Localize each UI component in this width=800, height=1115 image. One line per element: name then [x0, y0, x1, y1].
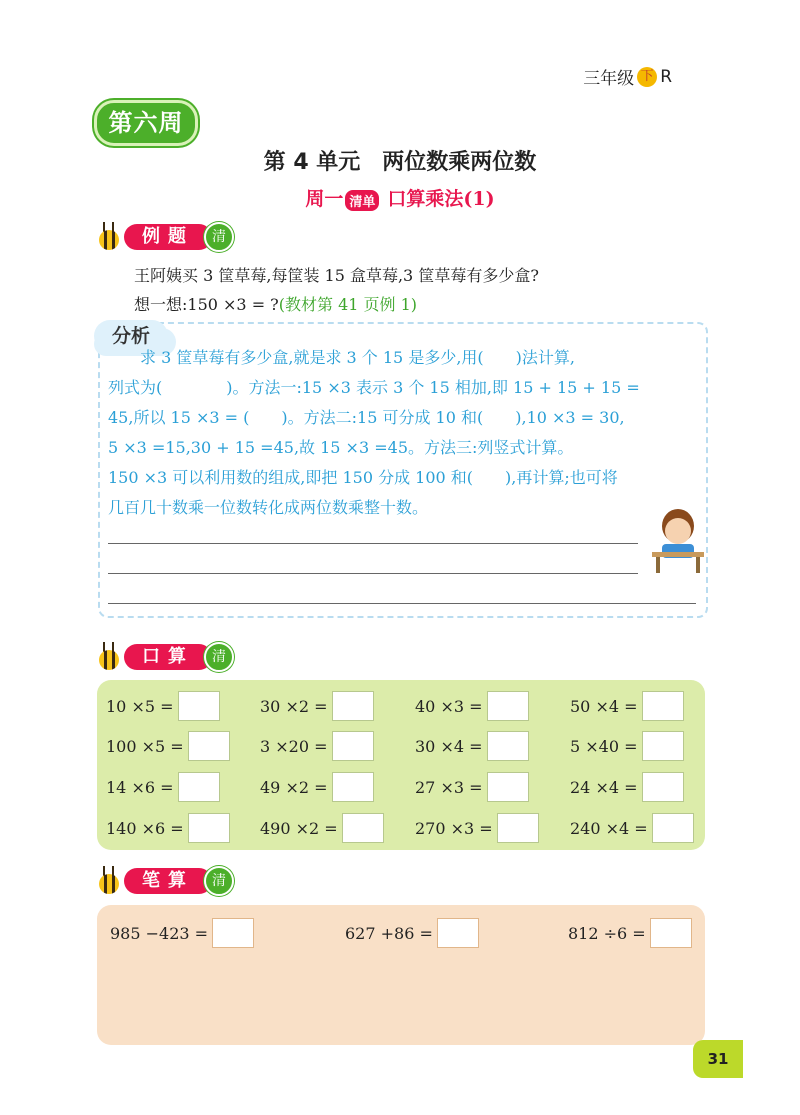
oral-expression: 40 ×3 =	[415, 696, 483, 716]
example-tab-badge: 清	[204, 222, 234, 252]
oral-item	[260, 772, 374, 802]
written-item	[110, 918, 254, 948]
oral-item	[106, 772, 220, 802]
lesson-subtitle	[0, 184, 800, 211]
subtitle-topic: 口算乘法(1)	[387, 188, 495, 210]
answer-line-3[interactable]	[108, 603, 696, 604]
answer-box[interactable]	[642, 731, 684, 761]
answer-box[interactable]	[437, 918, 479, 948]
analysis-line-4: 5 ×3 =15,30 + 15 =45,故 15 ×3 =45。方法三:列竖式计算。	[108, 438, 574, 457]
week-badge: 第六周	[94, 100, 198, 146]
bee-icon	[96, 222, 122, 252]
answer-box[interactable]	[487, 731, 529, 761]
bee-icon	[96, 866, 122, 896]
oral-item	[106, 691, 220, 721]
oral-item	[260, 731, 374, 761]
oral-item	[106, 731, 230, 761]
oral-item	[106, 813, 230, 843]
written-expression: 812 ÷6 =	[568, 923, 646, 943]
answer-box[interactable]	[497, 813, 539, 843]
page-number: 31	[693, 1040, 743, 1078]
oral-expression: 100 ×5 =	[106, 736, 184, 756]
oral-expression: 49 ×2 =	[260, 777, 328, 797]
answer-box[interactable]	[188, 731, 230, 761]
written-expression: 627 +86 =	[345, 923, 433, 943]
analysis-line-3: 45,所以 15 ×3 = ( )。方法二:15 可分成 10 和( ),10 ×3 = 30,	[108, 408, 625, 427]
analysis-line-1: 求 3 筐草莓有多少盒,就是求 3 个 15 是多少,用( )法计算,	[108, 348, 575, 367]
written-tab-label: 笔算	[124, 868, 212, 894]
analysis-line-5: 150 ×3 可以利用数的组成,即把 150 分成 100 和( ),再计算;也可将	[108, 468, 618, 487]
answer-box[interactable]	[642, 772, 684, 802]
answer-box[interactable]	[487, 691, 529, 721]
oral-expression: 30 ×4 =	[415, 736, 483, 756]
oral-tab-badge: 清	[204, 642, 234, 672]
answer-box[interactable]	[342, 813, 384, 843]
think-prefix: 想一想:150 ×3 = ?	[134, 295, 279, 314]
oral-item	[570, 813, 694, 843]
written-tab-badge: 清	[204, 866, 234, 896]
student-illustration	[648, 506, 708, 576]
unit-title: 第 4 单元 两位数乘两位数	[263, 150, 537, 175]
oral-expression: 10 ×5 =	[106, 696, 174, 716]
subtitle-tag: 清单	[345, 190, 379, 211]
answer-line-2[interactable]	[108, 573, 638, 574]
subtitle-day: 周一	[305, 188, 344, 210]
answer-box[interactable]	[178, 772, 220, 802]
oral-expression: 50 ×4 =	[570, 696, 638, 716]
written-item	[345, 918, 479, 948]
answer-box[interactable]	[212, 918, 254, 948]
oral-item	[415, 813, 539, 843]
oral-item	[415, 691, 529, 721]
oral-expression: 490 ×2 =	[260, 818, 338, 838]
oral-expression: 240 ×4 =	[570, 818, 648, 838]
oral-item	[260, 691, 374, 721]
oral-item	[570, 772, 684, 802]
answer-box[interactable]	[487, 772, 529, 802]
written-tab	[96, 866, 234, 896]
example-tab	[96, 222, 234, 252]
analysis-line-6: 几百几十数乘一位数转化成两位数乘整十数。	[108, 498, 429, 517]
written-expression: 985 −423 =	[110, 923, 209, 943]
oral-item	[570, 691, 684, 721]
oral-expression: 30 ×2 =	[260, 696, 328, 716]
oral-item	[260, 813, 384, 843]
answer-box[interactable]	[332, 691, 374, 721]
oral-expression: 270 ×3 =	[415, 818, 493, 838]
grade-badge: 下	[637, 67, 657, 87]
example-problem: 王阿姨买 3 筐草莓,每筐装 15 盒草莓,3 筐草莓有多少盒?	[134, 266, 539, 285]
grade-prefix: 三年级	[583, 69, 635, 89]
think-line	[134, 292, 417, 315]
answer-box[interactable]	[332, 731, 374, 761]
bee-icon	[96, 642, 122, 672]
answer-box[interactable]	[650, 918, 692, 948]
answer-box[interactable]	[642, 691, 684, 721]
oral-item	[415, 731, 529, 761]
oral-tab	[96, 642, 234, 672]
answer-box[interactable]	[332, 772, 374, 802]
example-tab-label: 例题	[124, 224, 212, 250]
oral-expression: 5 ×40 =	[570, 736, 638, 756]
grade-suffix: R	[660, 66, 672, 87]
oral-expression: 27 ×3 =	[415, 777, 483, 797]
answer-box[interactable]	[188, 813, 230, 843]
oral-item	[415, 772, 529, 802]
answer-box[interactable]	[652, 813, 694, 843]
oral-expression: 24 ×4 =	[570, 777, 638, 797]
oral-item	[570, 731, 684, 761]
grade-label	[583, 64, 672, 89]
analysis-label: 分析	[94, 320, 168, 352]
answer-box[interactable]	[178, 691, 220, 721]
oral-expression: 14 ×6 =	[106, 777, 174, 797]
written-item	[568, 918, 692, 948]
oral-expression: 140 ×6 =	[106, 818, 184, 838]
textbook-reference: (教材第 41 页例 1)	[278, 295, 418, 314]
oral-tab-label: 口算	[124, 644, 212, 670]
oral-expression: 3 ×20 =	[260, 736, 328, 756]
answer-line-1[interactable]	[108, 543, 638, 544]
analysis-line-2: 列式为( )。方法一:15 ×3 表示 3 个 15 相加,即 15 + 15 + 15 =	[108, 378, 640, 397]
